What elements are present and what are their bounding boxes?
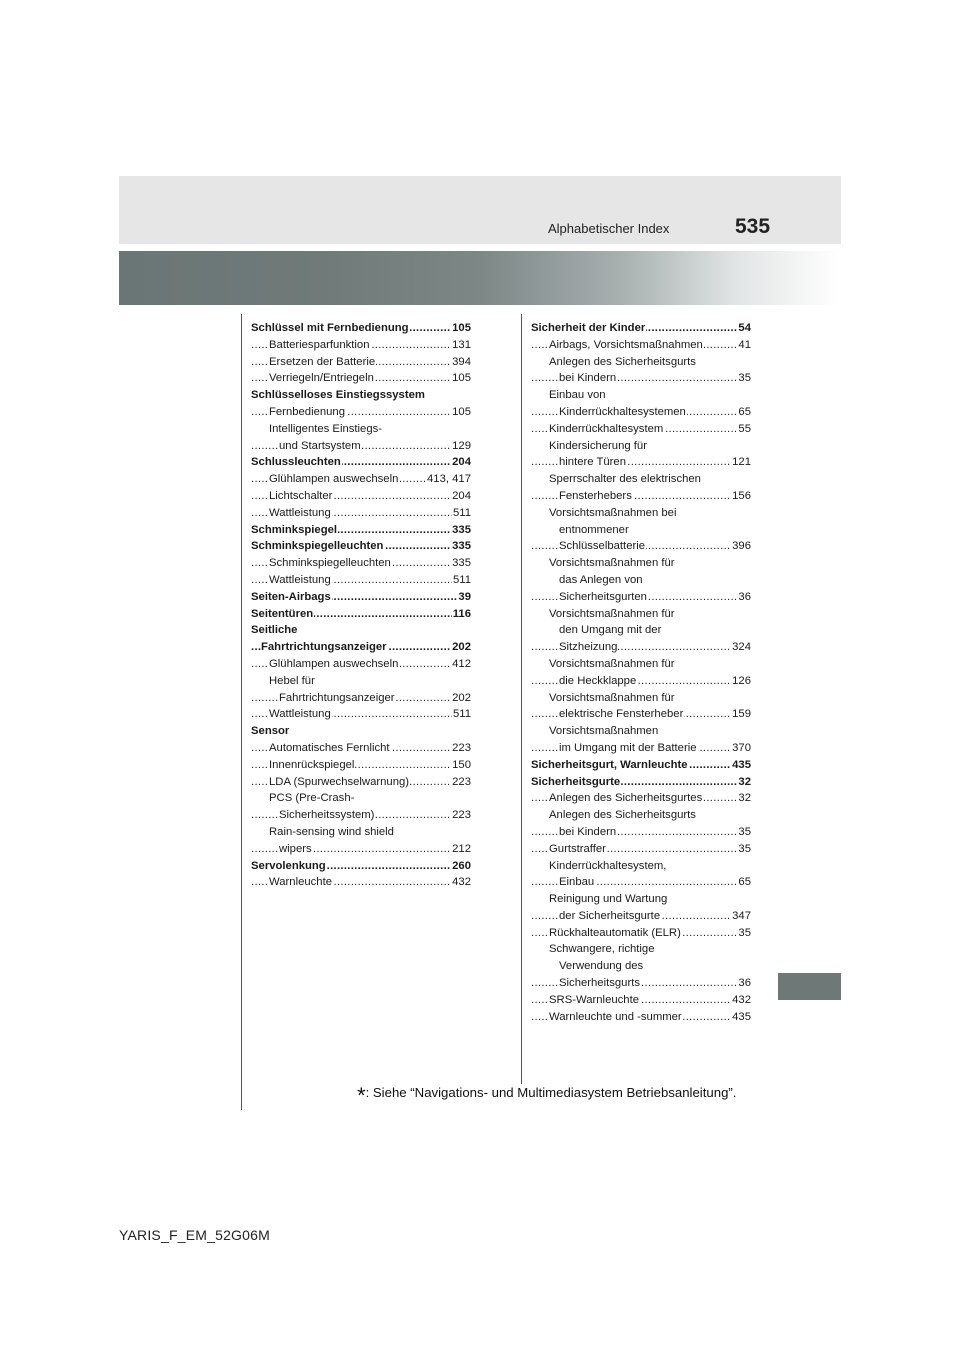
index-entry [531,757,751,774]
index-term: PCS (Pre-Crash- [269,792,355,805]
index-term: den Umgang mit der [559,624,662,637]
index-term: Kinderrückhaltesystem [549,422,664,435]
index-page-ref: 65 [737,404,751,421]
index-page-ref: 121 [731,454,751,471]
index-term: Batteriesparfunktion [269,338,370,351]
index-term: Sicherheitsgurts [559,977,640,990]
index-term: Ersetzen der Batterie [269,355,376,368]
index-entry [531,841,751,858]
index-term: Schminkspiegel [251,523,338,536]
footnote-asterisk: * [357,1083,366,1108]
index-page-ref: 511 [452,706,471,723]
index-page-ref: 335 [451,522,471,539]
index-entry [531,891,751,908]
index-term: Sicherheitsgurt, Warnleuchte [531,758,688,771]
index-entry [531,925,751,942]
index-entry [251,656,471,673]
index-page-ref: 105 [451,370,471,387]
column-divider-left [241,314,242,1110]
index-entry [531,454,751,471]
index-entry [531,421,751,438]
index-page-ref: 41 [737,337,751,354]
index-page-ref: 54 [737,320,751,337]
index-term: Vorsichtsmaßnahmen für [549,557,675,570]
index-term: das Anlegen von [559,573,643,586]
index-page-ref: 394 [451,354,471,371]
index-page-ref: 105 [451,320,471,337]
index-entry [531,807,751,824]
index-page-ref: 396 [731,538,751,555]
index-term: Fahrtrichtungsanzeiger [261,641,387,654]
index-entry [251,421,471,438]
index-page-ref: 212 [451,841,471,858]
index-term: Schlüssel mit Fernbedienung [251,322,409,334]
index-entry [531,858,751,875]
index-term: Rain-sensing wind shield [269,825,394,838]
index-page-ref: 435 [731,757,751,774]
index-page-ref: 412 [451,656,471,673]
index-entry [531,555,751,572]
index-term: Vorsichtsmaßnahmen für [549,657,675,670]
index-entry [531,471,751,488]
index-term: und Startsystem [279,439,361,452]
index-term: Vorsichtsmaßnahmen für [549,607,675,620]
index-term: Schlüsselloses Einstiegssystem [251,389,425,402]
index-term: SRS-Warnleuchte [549,993,639,1006]
index-term: Schwangere, richtige [549,943,655,956]
index-entry [531,387,751,404]
index-entry [251,438,471,455]
index-page-ref: 39 [457,589,471,606]
index-entry [531,975,751,992]
index-term: Kinderrückhaltesystem, [549,859,667,872]
index-entry [531,522,751,539]
index-entry [531,589,751,606]
index-term: Sicherheitsgurten [559,590,647,603]
index-term: Schlussleuchten [251,456,341,469]
index-term: Hebel für [269,674,315,687]
index-entry [531,706,751,723]
index-term: Fernbedienung [269,405,346,418]
index-entry [531,740,751,757]
index-page-ref: 335 [451,555,471,572]
index-page-ref: 432 [451,874,471,891]
index-entry [531,824,751,841]
index-term: Einbau [559,876,595,889]
index-term: Intelligentes Einstiegs- [269,422,383,435]
index-entry [531,992,751,1009]
index-entry [251,858,471,875]
index-term: Schlüsselbatterie [559,540,646,553]
index-term: Warnleuchte und -summer [549,1010,682,1023]
index-term: Gurtstraffer [549,842,606,855]
index-page-ref: 35 [737,925,751,942]
index-entry [251,454,471,471]
index-page-ref: 204 [451,488,471,505]
index-page-ref: 150 [451,757,471,774]
index-term: Vorsichtsmaßnahmen für [549,691,675,704]
index-page-ref: 35 [737,841,751,858]
index-term: Innenrückspiegel [269,758,355,771]
index-term: Wattleistung [269,573,331,586]
index-page-ref: 435 [731,1009,751,1026]
index-entry [251,774,471,791]
index-entry [531,1009,751,1026]
index-entry [251,555,471,572]
index-entry [251,673,471,690]
index-entry [531,538,751,555]
index-entry [531,723,751,740]
index-page-ref: 347 [731,908,751,925]
index-page-ref: 35 [737,824,751,841]
index-entry [251,404,471,421]
index-term: Sicherheit der Kinder [531,322,646,334]
index-entry [531,656,751,673]
index-entry [251,320,471,337]
index-term: Verriegeln/Entriegeln [269,372,374,385]
index-term: Verwendung des [559,960,644,973]
index-entry [531,874,751,891]
index-entry [251,505,471,522]
index-term: LDA (Spurwechselwarnung) [269,775,410,788]
index-term: Rückhalteautomatik (ELR) [549,926,681,939]
chapter-tab [778,973,841,1000]
index-page-ref: 116 [452,606,471,623]
index-entry [251,874,471,891]
index-entry [251,522,471,539]
index-entry [531,673,751,690]
index-entry [531,337,751,354]
section-title: Alphabetischer Index [548,221,670,236]
index-term: der Sicherheitsgurte [559,909,661,922]
index-page-ref: 36 [737,589,751,606]
index-term: Kindersicherung für [549,439,647,452]
index-entry [531,639,751,656]
index-entry [251,639,471,656]
page-number: 535 [735,215,771,238]
index-term: die Heckklappe [559,674,637,687]
document-code: YARIS_F_EM_52G06M [119,1227,270,1243]
index-page-ref: 511 [452,572,471,589]
index-term: Kinderrückhaltesystemen [559,405,686,418]
index-page-ref: 65 [737,874,751,891]
index-page-ref: 35 [737,370,751,387]
index-entry [531,941,751,958]
index-entry [531,438,751,455]
index-entry [531,354,751,371]
index-entry [531,908,751,925]
index-entry [531,606,751,623]
index-entry [531,320,751,337]
index-entry [251,606,471,623]
index-term: Seitliche [251,624,298,637]
index-entry [251,841,471,858]
index-page-ref: 223 [451,807,471,824]
index-entry [251,589,471,606]
index-term: Sicherheitssystem) [279,809,375,822]
index-entry [531,958,751,975]
index-term: Vorsichtsmaßnahmen [549,725,659,738]
index-entry [531,488,751,505]
index-term: Anlegen des Sicherheitsgurts [549,355,696,368]
index-term: Glühlampen auswechseln [269,473,399,486]
index-term: Einbau von [549,389,606,402]
index-term: Wattleistung [269,506,331,519]
index-page-ref: 223 [451,774,471,791]
index-page-ref: 131 [451,337,471,354]
index-term: Servolenkung [251,859,326,872]
index-term: Fensterhebers [559,489,632,502]
index-term: bei Kindern [559,825,617,838]
index-term: Seiten-Airbags [251,590,331,603]
index-page-ref: 413, 417 [426,471,471,488]
index-entry [251,622,471,639]
index-column-left [251,320,471,891]
index-term: Lichtschalter [269,489,333,502]
index-entry [531,505,751,522]
index-term: Sperrschalter des elektrischen [549,473,701,486]
index-page-ref: 223 [451,740,471,757]
index-term: entnommener [559,523,629,536]
index-term: Vorsichtsmaßnahmen bei [549,506,677,519]
footnote [357,1083,736,1109]
index-page-ref: 335 [451,538,471,555]
index-term: Fahrtrichtungsanzeiger [279,691,395,704]
index-term: Automatisches Fernlicht [269,741,390,754]
index-page-ref: 32 [737,774,751,791]
index-entry [251,706,471,723]
index-entry [251,790,471,807]
index-entry [531,572,751,589]
index-entry [531,370,751,387]
index-entry [251,807,471,824]
index-page-ref: 202 [451,639,471,656]
index-entry [251,690,471,707]
column-divider-middle [521,314,522,1084]
index-page-ref: 105 [451,404,471,421]
index-term: Glühlampen auswechseln [269,657,399,670]
index-entry [251,471,471,488]
index-term: elektrische Fensterheber [559,708,684,721]
index-entry [251,387,471,404]
index-page-ref: 36 [737,975,751,992]
index-term: Schminkspiegelleuchten [269,557,391,570]
index-term: Schminkspiegelleuchten [251,540,384,553]
index-page-ref: 260 [451,858,471,875]
index-entry [251,354,471,371]
index-entry [531,404,751,421]
index-page-ref: 55 [737,421,751,438]
index-page-ref: 511 [452,505,471,522]
index-page-ref: 32 [737,790,751,807]
index-page-ref: 324 [731,639,751,656]
index-entry [531,622,751,639]
index-term: Wattleistung [269,708,331,721]
index-page-ref: 156 [731,488,751,505]
index-term: Seitentüren [251,607,314,620]
index-term: Anlegen des Sicherheitsgurtes [549,792,703,805]
index-entry [251,370,471,387]
index-term: Anlegen des Sicherheitsgurts [549,809,696,822]
index-entry [251,337,471,354]
index-page-ref: 204 [451,454,471,471]
header-banner [119,251,841,305]
index-entry [251,538,471,555]
index-page-ref: 129 [451,438,471,455]
index-entry [251,740,471,757]
index-entry [251,757,471,774]
index-page-ref: 432 [731,992,751,1009]
index-term: bei Kindern [559,372,617,385]
index-term: Reinigung und Wartung [549,893,668,906]
footnote-text: : Siehe “Navigations- und Multimediasystem Betriebsanleitung”. [365,1085,737,1100]
index-entry [251,824,471,841]
index-page-ref: 159 [731,706,751,723]
header-bar [119,176,841,244]
index-term: hintere Türen [559,456,626,469]
index-term: Sitzheizung [559,641,618,654]
index-term: Sicherheitsgurte [531,775,621,788]
index-page-ref: 202 [451,690,471,707]
index-column-right [531,320,751,1025]
index-page-ref: 126 [731,673,751,690]
index-entry [251,488,471,505]
index-page-ref: 370 [731,740,751,757]
index-entry [531,790,751,807]
index-entry [251,723,471,740]
index-term: Sensor [251,725,290,738]
index-term: wipers [279,842,312,855]
index-term: im Umgang mit der Batterie [559,741,697,754]
index-entry [531,774,751,791]
index-entry [531,690,751,707]
index-term: Warnleuchte [269,876,332,889]
index-entry [251,572,471,589]
index-term: Airbags, Vorsichtsmaßnahmen [549,338,703,351]
